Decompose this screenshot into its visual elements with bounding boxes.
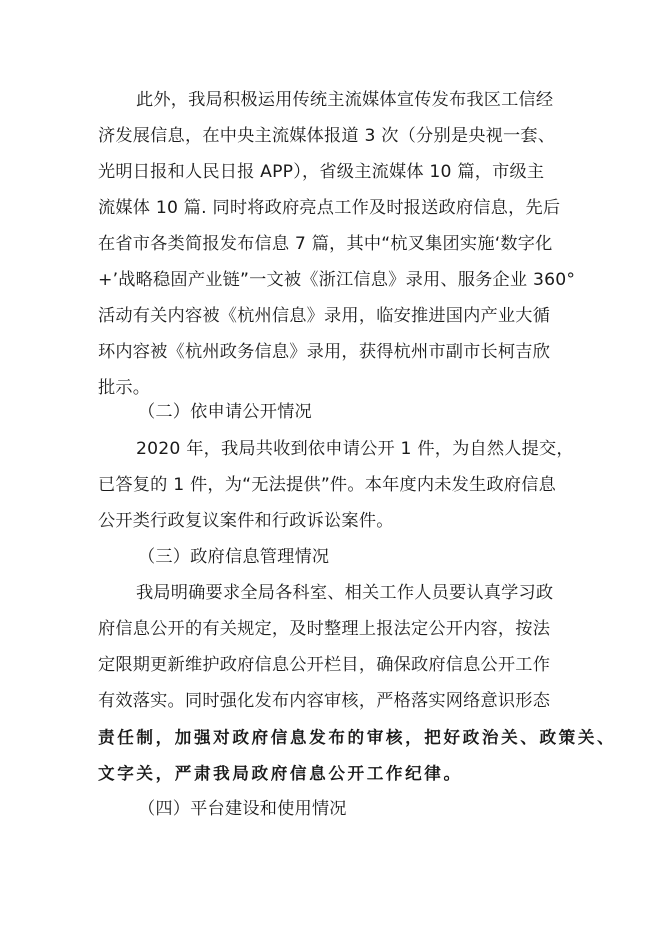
- section-heading: （四）平台建设和使用情况: [138, 799, 347, 819]
- paragraph-line: 在省市各类简报发布信息 7 篇，其中“杭叉集团实施‘数字化: [98, 234, 553, 254]
- paragraph-line: 府信息公开的有关规定，及时整理上报法定公开内容，按法: [98, 619, 551, 639]
- section-heading: （二）依申请公开情况: [138, 402, 312, 422]
- section-heading: （三）政府信息管理情况: [138, 547, 330, 567]
- paragraph-line: 文字关，严肃我局政府信息公开工作纪律。: [98, 763, 463, 783]
- paragraph-line: 环内容被《杭州政务信息》录用，获得杭州市副市长柯吉欣: [98, 342, 551, 362]
- paragraph-line: 我局明确要求全局各科室、相关工作人员要认真学习政: [136, 583, 554, 603]
- paragraph-line: 已答复的 1 件，为“无法提供”件。本年度内未发生政府信息: [98, 475, 556, 495]
- paragraph-line: 济发展信息，在中央主流媒体报道 3 次（分别是央视一套、: [98, 126, 556, 146]
- paragraph-line: 此外，我局积极运用传统主流媒体宣传发布我区工信经: [136, 90, 554, 110]
- paragraph-line: +’战略稳固产业链”一文被《浙江信息》录用、服务企业 360°: [98, 270, 576, 290]
- paragraph-line: 2020 年，我局共收到依申请公开 1 件，为自然人提交，: [136, 439, 574, 459]
- paragraph-line: 光明日报和人民日报 APP），省级主流媒体 10 篇，市级主: [98, 162, 545, 182]
- paragraph-line: 活动有关内容被《杭州信息》录用，临安推进国内产业大循: [98, 306, 551, 326]
- paragraph-line: 定限期更新维护政府信息公开栏目，确保政府信息公开工作: [98, 655, 551, 675]
- paragraph-line: 责任制，加强对政府信息发布的审核，把好政治关、政策关、: [98, 727, 617, 747]
- paragraph-line: 流媒体 10 篇. 同时将政府亮点工作及时报送政府信息，先后: [98, 198, 561, 218]
- paragraph-line: 批示。: [98, 378, 151, 398]
- paragraph-line: 公开类行政复议案件和行政诉讼案件。: [98, 511, 394, 531]
- paragraph-line: 有效落实。同时强化发布内容审核，严格落实网络意识形态: [98, 691, 551, 711]
